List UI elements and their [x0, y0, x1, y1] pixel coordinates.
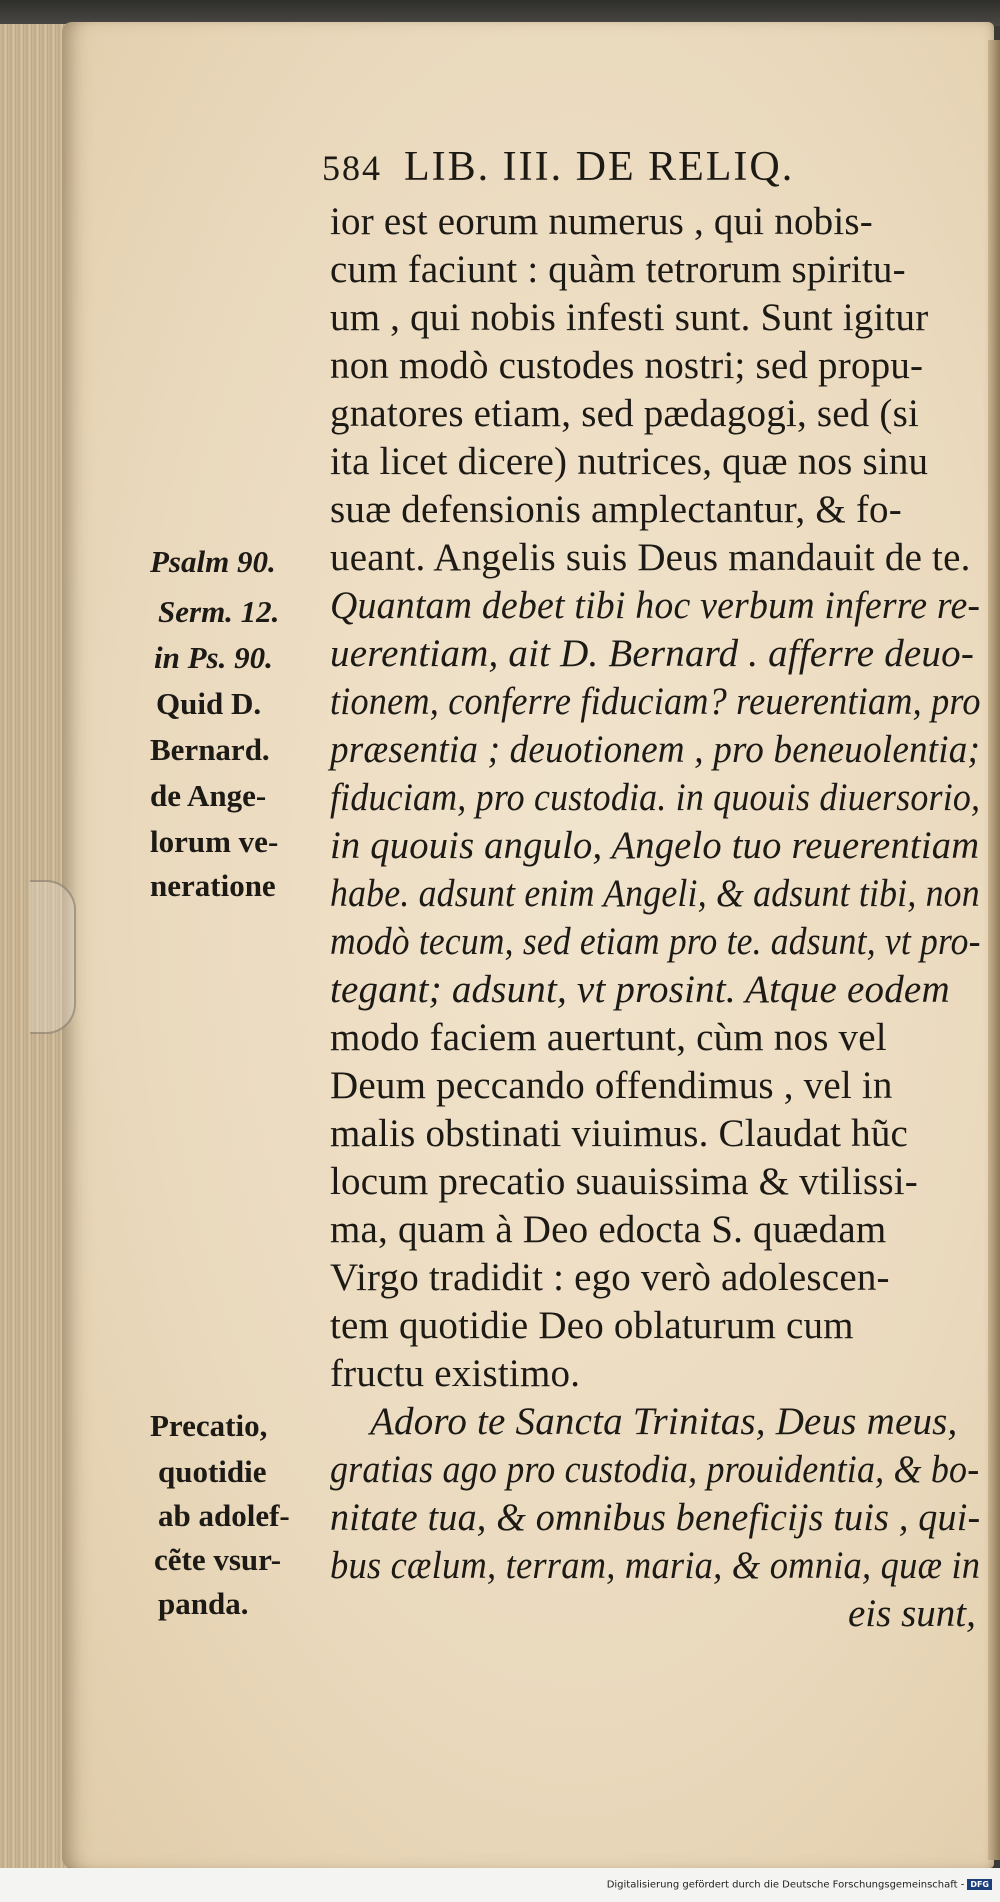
page-clip	[30, 880, 76, 1034]
text-line: bus cælum, terram, maria, & omnia, quæ in	[330, 1544, 981, 1587]
text-line: Adoro te Sancta Trinitas, Deus meus,	[370, 1400, 958, 1443]
text-line: suæ defensionis amplectantur, & fo-	[330, 488, 902, 531]
text-line: malis obstinati viuimus. Claudat hũc	[330, 1112, 909, 1155]
text-line: ior est eorum numerus , qui nobis-	[330, 200, 873, 243]
margin-line: Psalm 90.	[150, 544, 276, 579]
right-page-edge	[988, 40, 1000, 1860]
text-line: nitate tua, & omnibus beneficijs tuis , qui-	[330, 1496, 981, 1539]
text-line: fructu existimo.	[330, 1352, 581, 1395]
text-line: ita licet dicere) nutrices, quæ nos sinu	[330, 440, 929, 483]
text-line: cum faciunt : quàm tetrorum spiritu-	[330, 248, 906, 291]
text-line: modo faciem auertunt, cùm nos vel	[330, 1016, 887, 1059]
margin-line: Serm. 12.	[158, 594, 280, 629]
credit-text: Digitalisierung gefördert durch die Deutsche Forschungsgemeinschaft -	[606, 1879, 965, 1891]
text-line: ma, quam à Deo edocta S. quædam	[330, 1208, 887, 1251]
text-line: habe. adsunt enim Angeli, & adsunt tibi, non	[330, 872, 980, 915]
dfg-logo: DFG	[967, 1879, 992, 1890]
text-line: tem quotidie Deo oblaturum cum	[330, 1304, 854, 1347]
running-title: LIB. III. DE RELIQ.	[404, 144, 795, 190]
text-line: præsentia ; deuotionem , pro beneuolentia;	[330, 728, 981, 771]
text-line: Virgo tradidit : ego verò adolescen-	[330, 1256, 890, 1299]
margin-line: Precatio,	[150, 1408, 268, 1443]
text-line: tionem, conferre fiduciam? reuerentiam, pro	[330, 680, 981, 723]
text-line: Deum peccando offendimus , vel in	[330, 1064, 893, 1107]
margin-line: in Ps. 90.	[154, 640, 273, 675]
text-line: um , qui nobis infesti sunt. Sunt igitur	[330, 296, 929, 339]
text-line: modò tecum, sed etiam pro te. adsunt, vt pro-	[330, 920, 981, 963]
text-line: uerentiam, ait D. Bernard . afferre deuo-	[330, 632, 975, 675]
text-line: Quantam debet tibi hoc verbum inferre re-	[330, 584, 981, 627]
margin-line: neratione	[150, 868, 276, 903]
text-line: locum precatio suauissima & vtilissi-	[330, 1160, 918, 1203]
text-line: tegant; adsunt, vt prosint. Atque eodem	[330, 968, 950, 1011]
text-line: gratias ago pro custodia, prouidentia, & bo-	[330, 1448, 980, 1491]
text-line: fiduciam, pro custodia. in quouis diuersorio,	[330, 776, 981, 819]
margin-line: ab adolef-	[158, 1498, 290, 1533]
catchword-line: eis sunt,	[848, 1592, 976, 1635]
margin-line: Quid D.	[156, 686, 262, 721]
text-line: gnatores etiam, sed pædagogi, sed (si	[330, 392, 920, 435]
margin-line: cẽte vsur-	[154, 1542, 282, 1577]
margin-line: panda.	[158, 1586, 249, 1621]
margin-line: de Ange-	[150, 778, 267, 813]
margin-line: quotidie	[158, 1454, 267, 1489]
margin-line: lorum ve-	[150, 824, 279, 859]
page-number: 584	[322, 148, 382, 188]
text-line: in quouis angulo, Angelo tuo reuerentiam	[330, 824, 980, 867]
text-line: non modò custodes nostri; sed propu-	[330, 344, 924, 387]
running-header	[322, 146, 794, 188]
digitization-credit	[607, 1879, 992, 1891]
margin-line: Bernard.	[150, 732, 270, 767]
text-line: ueant. Angelis suis Deus mandauit de te.	[330, 536, 971, 579]
